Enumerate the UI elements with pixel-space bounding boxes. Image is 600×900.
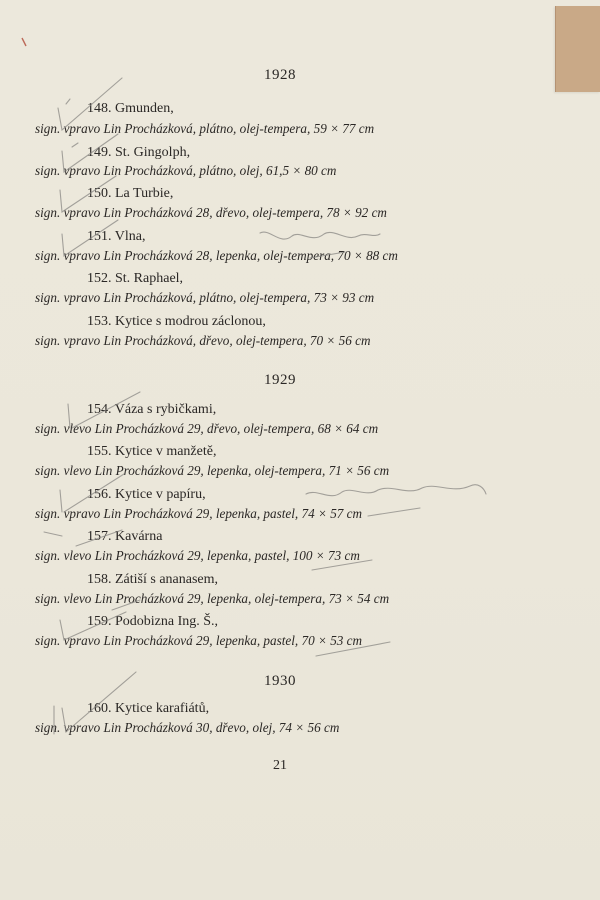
entry-title: 152. St. Raphael, xyxy=(87,271,184,286)
entry-signature: sign. vlevo Lin Procházková 29, lepenka, olej-tempera, 71 × 56 cm xyxy=(35,463,390,478)
entry-signature: sign. vpravo Lin Procházková 30, dřevo, olej, 74 × 56 cm xyxy=(35,720,340,735)
entry-title: 154. Váza s rybičkami, xyxy=(87,402,217,417)
entry-title: 150. La Turbie, xyxy=(87,186,174,201)
entry-signature: sign. vpravo Lin Procházková 29, lepenka, pastel, 70 × 53 cm xyxy=(35,633,363,648)
entry-signature: sign. vpravo Lin Procházková 28, lepenka, olej-tempera, 70 × 88 cm xyxy=(35,248,398,263)
entry-title: 157. Kavárna xyxy=(87,529,163,544)
entry-title: 160. Kytice karafiátů, xyxy=(87,701,210,716)
entry-signature: sign. vpravo Lin Procházková 28, dřevo, olej-tempera, 78 × 92 cm xyxy=(35,205,387,220)
entry-signature: sign. vpravo Lin Procházková, plátno, olej-tempera, 73 × 93 cm xyxy=(35,290,375,305)
entry-signature: sign. vpravo Lin Procházková, plátno, olej, 61,5 × 80 cm xyxy=(35,163,337,178)
entry-title: 148. Gmunden, xyxy=(87,101,174,116)
entry-signature: sign. vlevo Lin Procházková 29, lepenka, pastel, 100 × 73 cm xyxy=(35,548,360,563)
entry-signature: sign. vpravo Lin Procházková 29, lepenka, pastel, 74 × 57 cm xyxy=(35,506,363,521)
year-heading: 1929 xyxy=(264,372,296,388)
entry-title: 151. Vlna, xyxy=(87,229,146,244)
entry-title: 155. Kytice v manžetě, xyxy=(87,444,217,459)
page-number: 21 xyxy=(273,758,287,773)
entry-signature: sign. vlevo Lin Procházková 29, dřevo, olej-tempera, 68 × 64 cm xyxy=(35,421,379,436)
year-heading: 1930 xyxy=(264,673,296,689)
entry-signature: sign. vpravo Lin Procházková, plátno, olej-tempera, 59 × 77 cm xyxy=(35,121,375,136)
entry-signature: sign. vpravo Lin Procházková, dřevo, olej-tempera, 70 × 56 cm xyxy=(35,333,371,348)
year-heading: 1928 xyxy=(264,67,296,83)
entry-title: 159. Podobizna Ing. Š., xyxy=(87,614,219,629)
entry-title: 149. St. Gingolph, xyxy=(87,145,191,160)
paper-tab xyxy=(555,6,600,92)
entry-signature: sign. vlevo Lin Procházková 29, lepenka, olej-tempera, 73 × 54 cm xyxy=(35,591,390,606)
entry-title: 153. Kytice s modrou záclonou, xyxy=(87,314,266,329)
entry-title: 158. Zátiší s ananasem, xyxy=(87,572,219,587)
entry-title: 156. Kytice v papíru, xyxy=(87,487,206,502)
